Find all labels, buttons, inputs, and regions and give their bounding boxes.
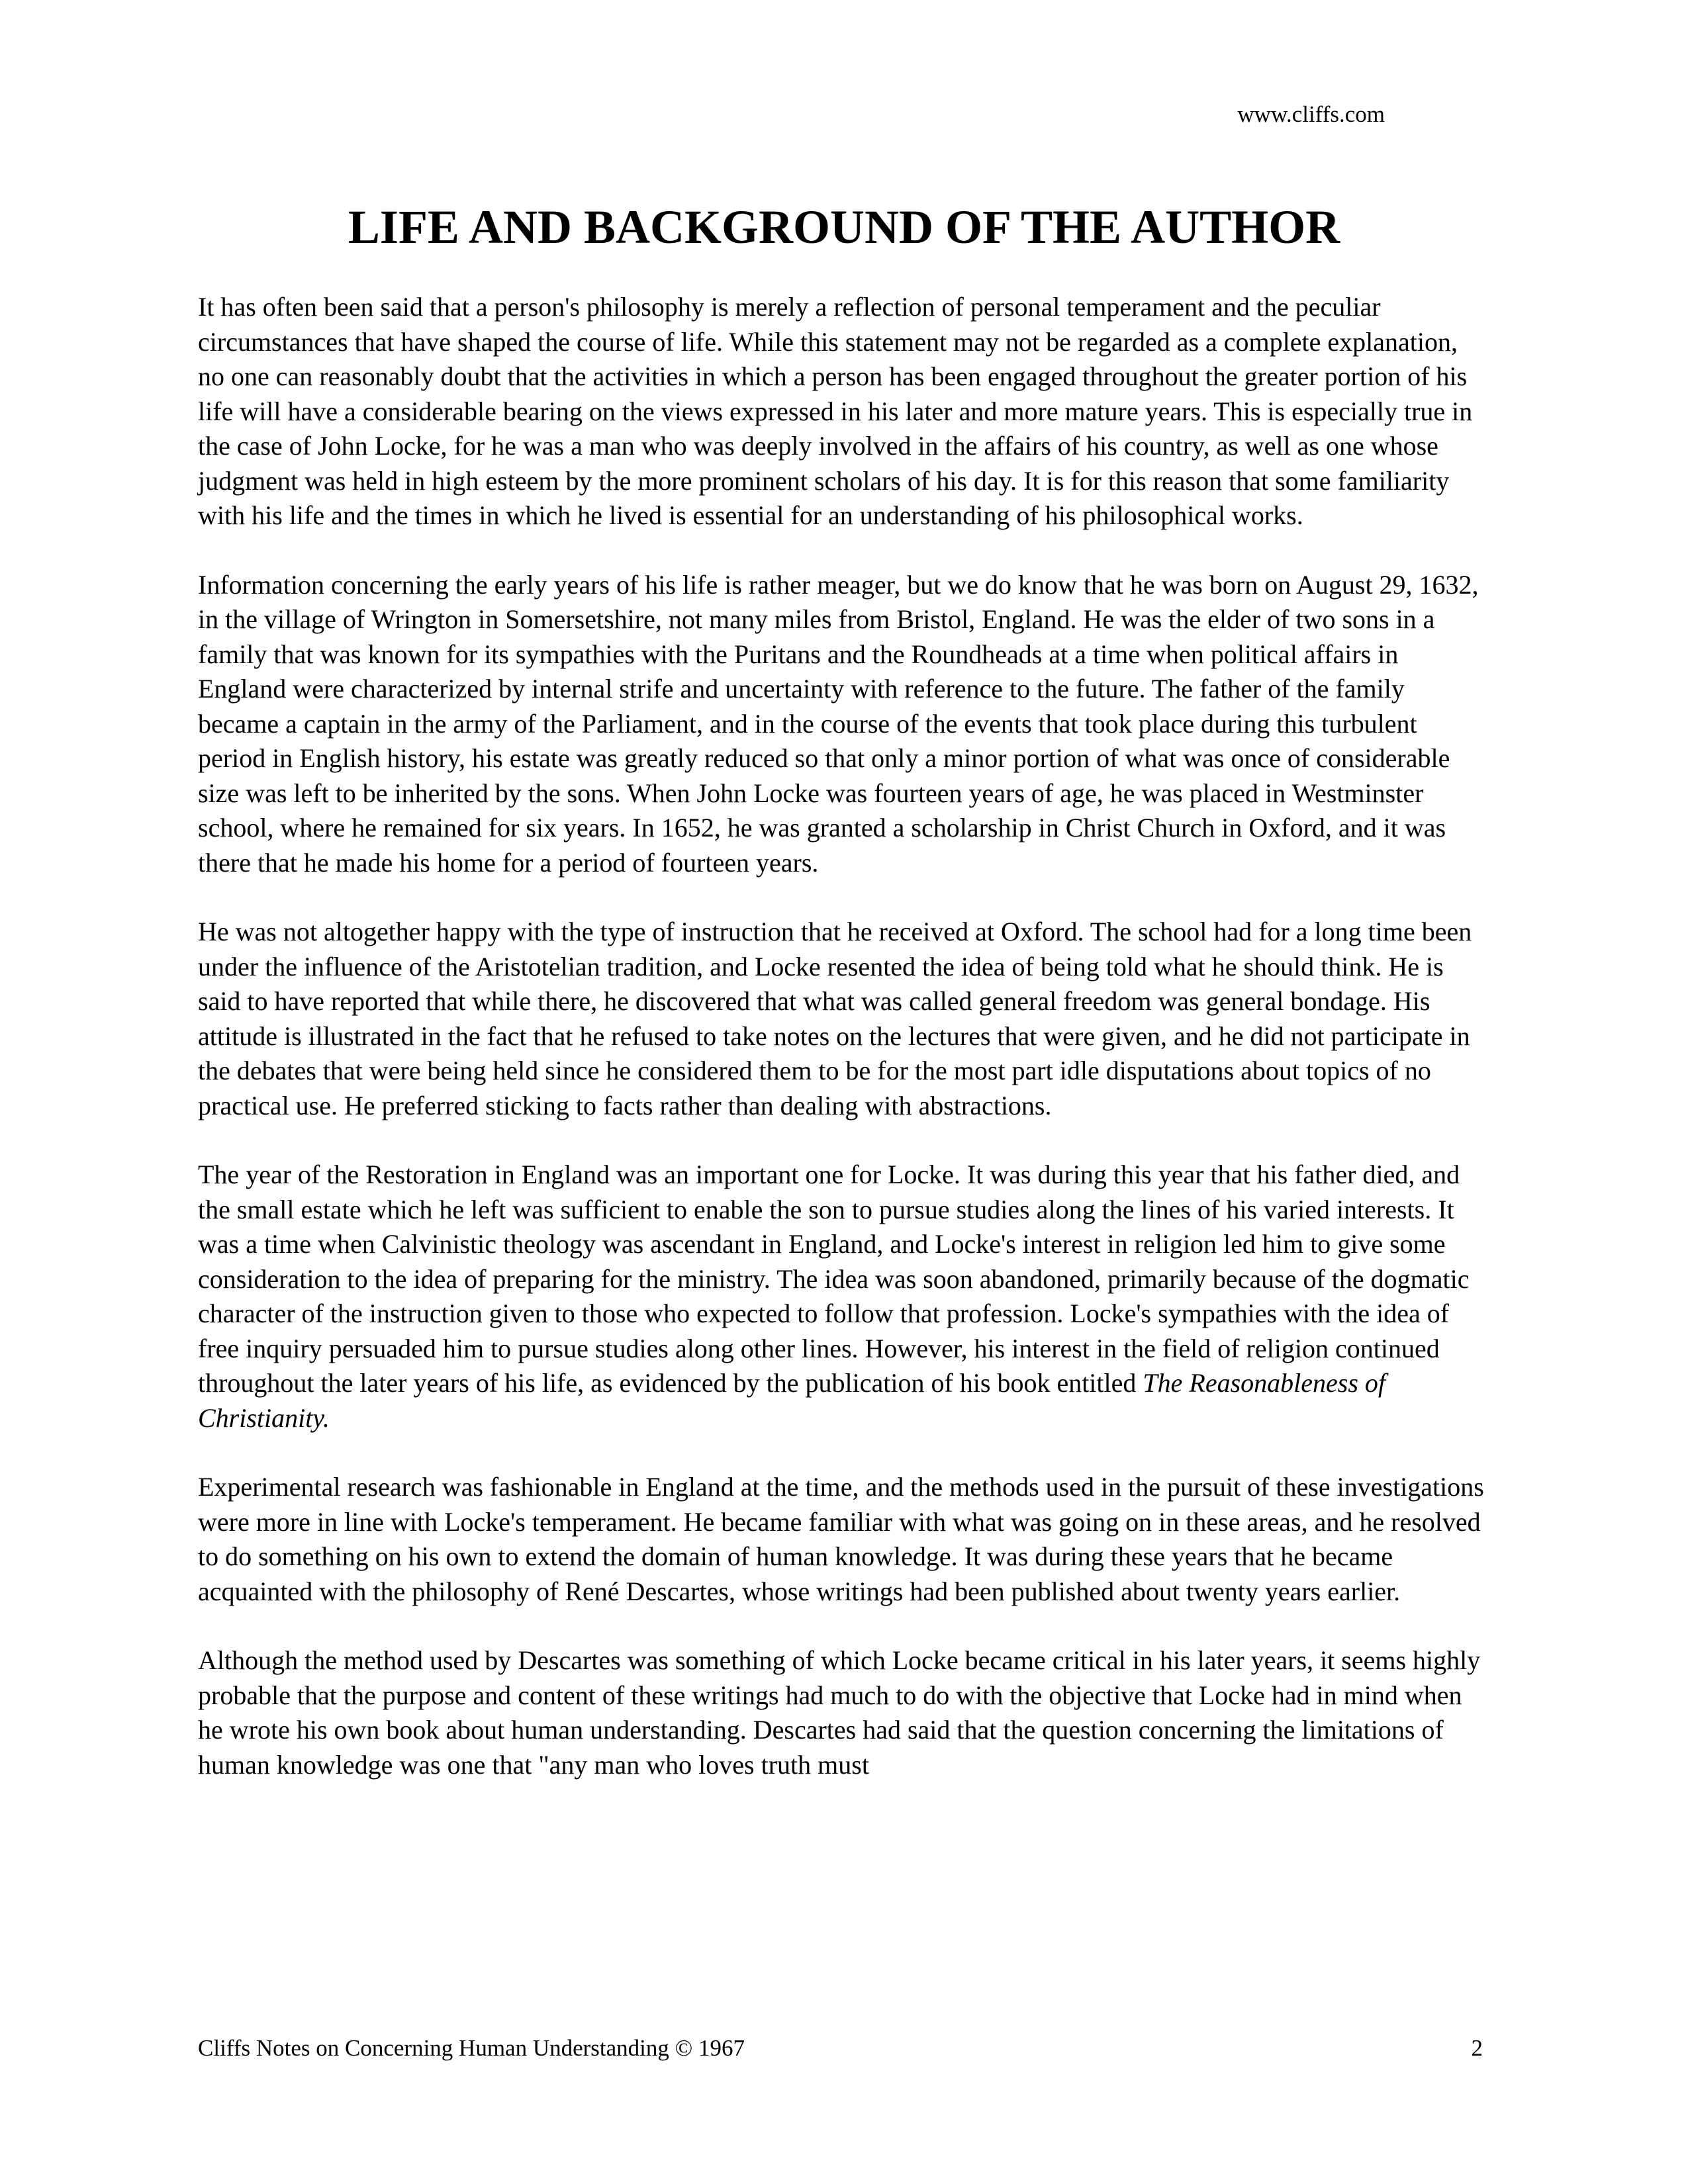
- paragraph-1: It has often been said that a person's philosophy is merely a reflection of personal temperament and the peculiar circumstances that have shaped the course of life. While this statement may not be regarded as a complete explanation, no one can reasonably doubt that the activities in which a person has been engaged throughout the greater portion of his life will have a considerable bearing on the views expressed in his later and more mature years. This is especially true in the case of John Locke, for he was a man who was deeply involved in the affairs of his country, as well as one whose judgment was held in high esteem by the more prominent scholars of his day. It is for this reason that some familiarity with his life and the times in which he lived is essential for an understanding of his philosophical works.: [198, 292, 1473, 530]
- paragraph-2: Information concerning the early years of his life is rather meager, but we do know that he was born on August 29, 1632, in the village of Wrington in Somersetshire, not many miles from Bristol, England. He was the elder of two sons in a family that was known for its sympathies with the Puritans and the Roundheads at a time when political affairs in England were characterized by internal strife and uncertainty with reference to the future. The father of the family became a captain in the army of the Parliament, and in the course of the events that took place during this turbulent period in English history, his estate was greatly reduced so that only a minor portion of what was once of considerable size was left to be inherited by the sons. When John Locke was fourteen years of age, he was placed in Westminster school, where he remained for six years. In 1652, he was granted a scholarship in Christ Church in Oxford, and it was there that he made his home for a period of fourteen years.: [198, 569, 1479, 878]
- paragraph-4: [198, 1158, 1485, 1435]
- book-title: The Reasonableness of Christianity.: [198, 1368, 1386, 1433]
- page-title: LIFE AND BACKGROUND OF THE AUTHOR: [348, 201, 1340, 253]
- body-text: [198, 290, 1485, 1817]
- paragraph-3: He was not altogether happy with the type of instruction that he received at Oxford. The school had for a long time been under the influence of the Aristotelian tradition, and Locke resented the idea of being told what he should think. He is said to have reported that while there, he discovered that what was called general freedom was general bondage. His attitude is illustrated in the fact that he refused to take notes on the lectures that were given, and he did not participate in the debates that were being held since he considered them to be for the most part idle disputations about topics of no practical use. He preferred sticking to facts rather than dealing with abstractions.: [198, 917, 1472, 1120]
- paragraph-4-text: The year of the Restoration in England was an important one for Locke. It was during this year that his father died, and the small estate which he left was sufficient to enable the son to pursue studies along the lines of his varied interests. It was a time when Calvinistic theology was ascendant in England, and Locke's interest in religion led him to give some consideration to the idea of preparing for the ministry. The idea was soon abandoned, primarily because of the dogmatic character of the instruction given to those who expected to follow that profession. Locke's sympathies with the idea of free inquiry persuaded him to pursue studies along other lines. However, his interest in the field of religion continued throughout the later years of his life, as evidenced by the publication of his book entitled: [198, 1160, 1470, 1398]
- paragraph-5: Experimental research was fashionable in England at the time, and the methods used in the pursuit of these investigations were more in line with Locke's temperament. He became familiar with what was going on in these areas, and he resolved to do something on his own to extend the domain of human knowledge. It was during these years that he became acquainted with the philosophy of René Descartes, whose writings had been published about twenty years earlier.: [198, 1472, 1484, 1606]
- paragraph-6: Although the method used by Descartes was something of which Locke became critical in his later years, it seems highly probable that the purpose and content of these writings had much to do with the objective that Locke had in mind when he wrote his own book about human understanding. Descartes had said that the question concerning the limitations of human knowledge was one that "any man who loves truth must: [198, 1645, 1481, 1780]
- header-url: www.cliffs.com: [1237, 101, 1385, 127]
- footer-citation: Cliffs Notes on Concerning Human Understanding © 1967: [198, 2035, 745, 2061]
- page-number: 2: [1471, 2035, 1483, 2061]
